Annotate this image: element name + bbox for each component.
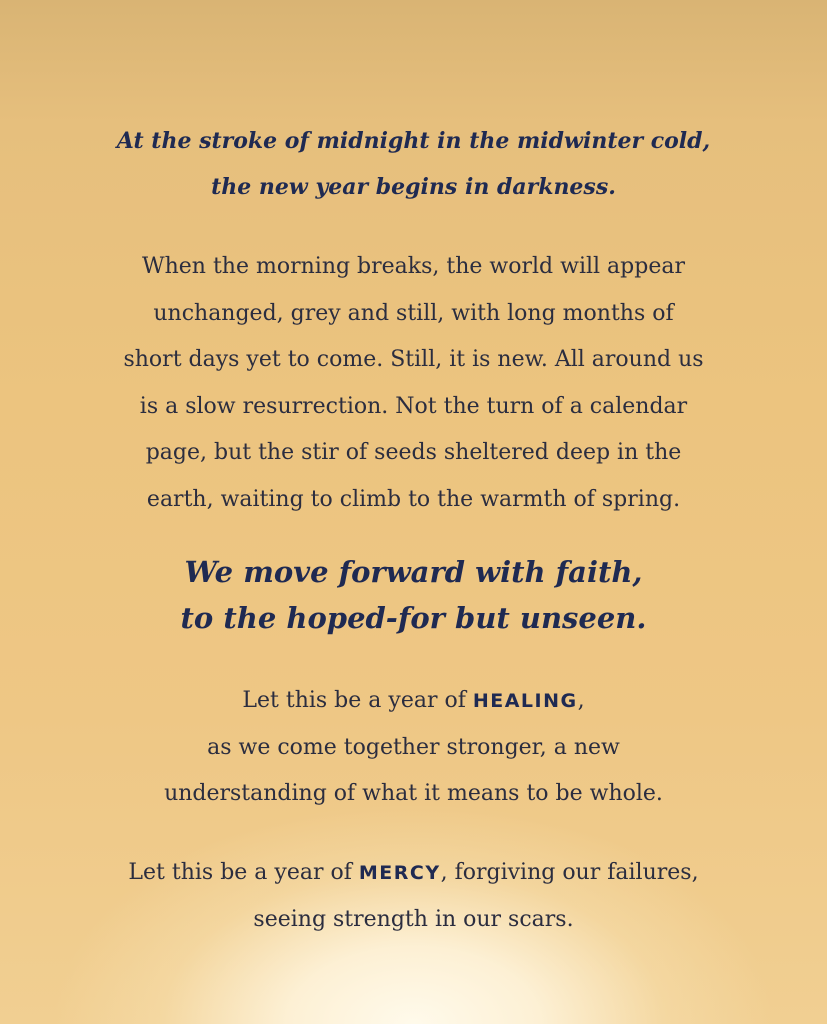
- faith-pull-quote: [40, 549, 787, 641]
- healing-line: [40, 678, 787, 725]
- mercy-paragraph: [40, 850, 787, 943]
- paragraph-line: page, but the stir of seeds sheltered deep in the: [145, 440, 682, 465]
- intro-line: the new year begins in darkness.: [211, 174, 616, 200]
- paragraph-line: unchanged, grey and still, with long months of: [153, 300, 674, 326]
- paragraph-line: When the morning breaks, the world will appear: [142, 254, 685, 279]
- resurrection-paragraph: [40, 244, 787, 523]
- paragraph-line: as we come together stronger, a new: [207, 734, 620, 760]
- mercy-prefix: Let this be a year of: [128, 860, 359, 885]
- paragraph-line: seeing strength in our scars.: [253, 906, 574, 932]
- healing-keyword: HEALING: [472, 690, 578, 712]
- paragraph-line: is a slow resurrection. Not the turn of a calendar: [139, 393, 688, 419]
- pull-quote-line: We move forward with faith,: [184, 555, 643, 589]
- healing-paragraph: [40, 678, 787, 818]
- mercy-suffix: , forgiving our failures,: [440, 860, 699, 885]
- paragraph-line: earth, waiting to climb to the warmth of spring.: [146, 486, 681, 512]
- healing-prefix: Let this be a year of: [242, 688, 473, 713]
- pull-quote-line: to the hoped-for but unseen.: [180, 601, 647, 635]
- paragraph-line: short days yet to come. Still, it is new. All around us: [123, 347, 704, 372]
- intro-verse: [40, 118, 787, 210]
- mercy-line: [40, 850, 787, 897]
- intro-line: At the stroke of midnight in the midwinter cold,: [116, 128, 711, 154]
- paragraph-line: understanding of what it means to be whole.: [164, 781, 663, 806]
- healing-suffix: ,: [577, 688, 585, 713]
- mercy-keyword: MERCY: [358, 862, 441, 884]
